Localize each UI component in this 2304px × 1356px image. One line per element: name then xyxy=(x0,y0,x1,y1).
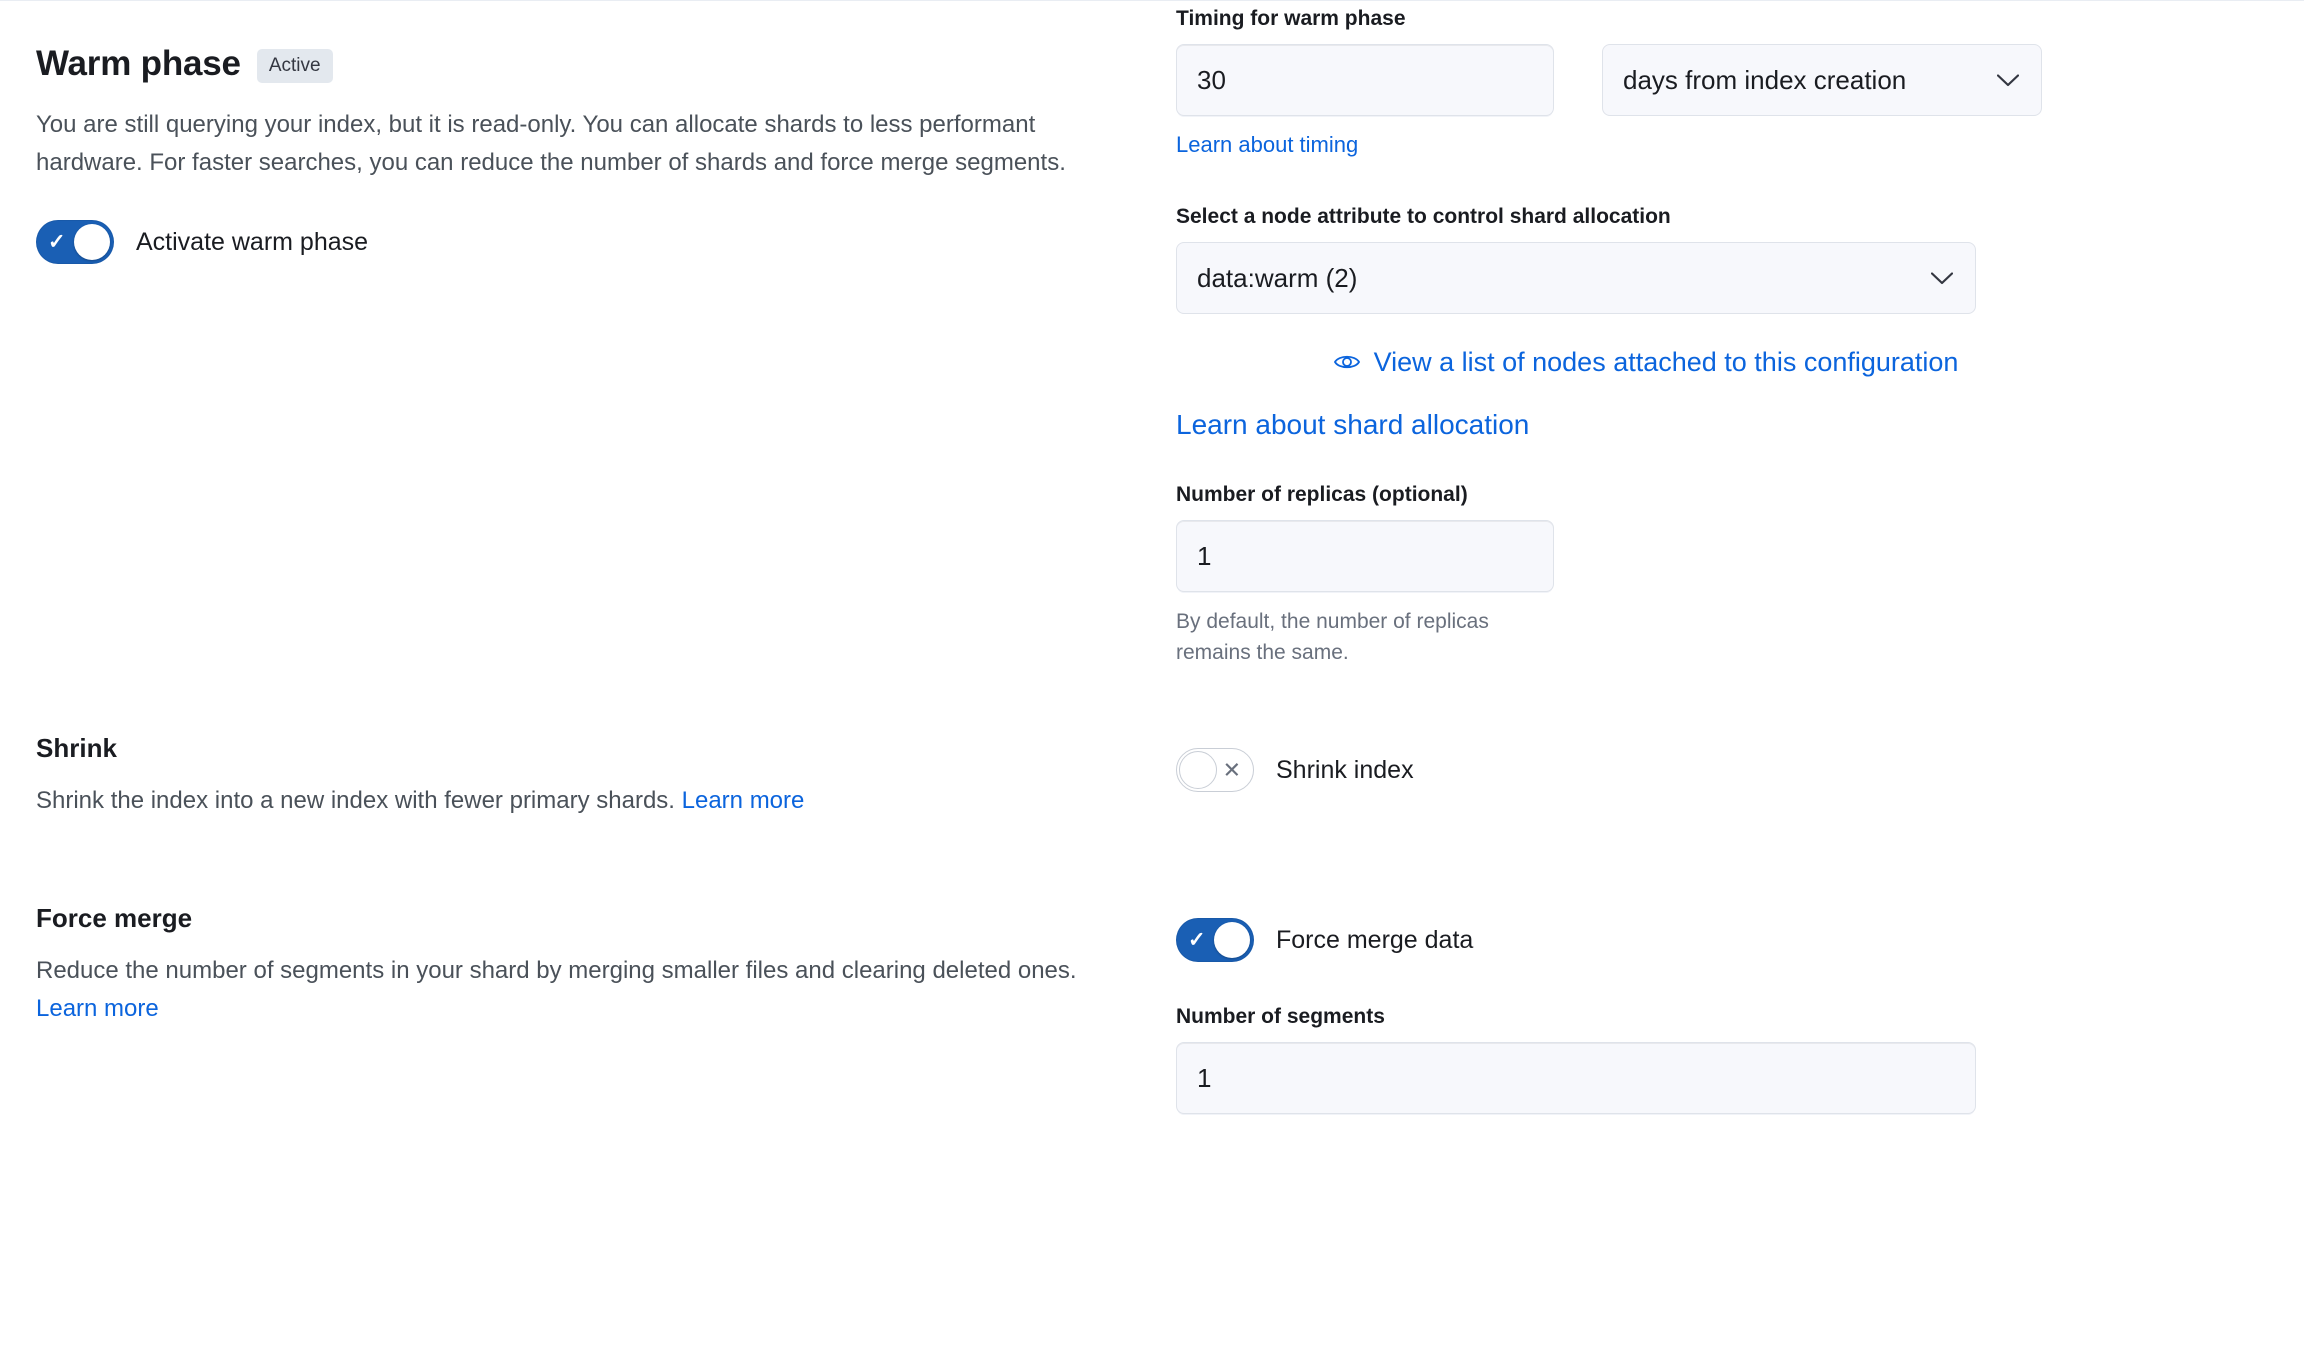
force-merge-description xyxy=(36,952,1116,1028)
warm-phase-controls-column xyxy=(1176,0,2268,668)
timing-units-select[interactable] xyxy=(1602,44,2042,116)
chevron-down-icon xyxy=(1931,272,1953,285)
shrink-description-column xyxy=(36,728,1176,820)
timing-label: Timing for warm phase xyxy=(1176,7,1406,30)
shrink-section xyxy=(0,728,2304,820)
learn-about-shard-allocation-link[interactable]: Learn about shard allocation xyxy=(1176,409,1530,440)
toggle-knob xyxy=(1179,751,1217,789)
learn-about-timing-row xyxy=(1176,132,2268,158)
timing-block xyxy=(1176,6,2268,158)
force-merge-controls-column xyxy=(1176,898,2268,1114)
shrink-toggle-row[interactable] xyxy=(1176,748,2268,792)
force-merge-toggle-row[interactable] xyxy=(1176,918,2268,962)
force-merge-description-column xyxy=(36,898,1176,1114)
node-attribute-select[interactable] xyxy=(1176,242,1976,314)
warm-phase-description: You are still querying your index, but it is read-only. You can allocate shards to less performant hardware. For faster searches, you can reduce the number of shards and force merge segments. xyxy=(36,111,1066,176)
shrink-index-label: Shrink index xyxy=(1276,756,1414,784)
timing-units-value: days from index creation xyxy=(1623,64,1907,95)
shrink-index-toggle[interactable] xyxy=(1176,748,1254,792)
learn-about-timing-link[interactable]: Learn about timing xyxy=(1176,132,1359,157)
toggle-knob xyxy=(74,224,110,260)
warm-phase-section xyxy=(0,0,2304,668)
node-attribute-value: data:warm (2) xyxy=(1197,262,1358,293)
node-attribute-block xyxy=(1176,204,2268,442)
shrink-controls-column xyxy=(1176,728,2268,820)
shrink-title: Shrink xyxy=(36,733,117,763)
segments-input[interactable]: 1 xyxy=(1176,1042,1976,1114)
timing-value-input[interactable]: 30 xyxy=(1176,44,1554,116)
force-merge-section xyxy=(0,898,2304,1114)
replicas-input[interactable]: 1 xyxy=(1176,520,1554,592)
warm-phase-title-row xyxy=(36,44,1116,84)
force-merge-learn-more-link[interactable]: Learn more xyxy=(36,995,159,1022)
shrink-description-text: Shrink the index into a new index with fewer primary shards. xyxy=(36,787,682,814)
activate-warm-phase-row[interactable] xyxy=(36,220,1116,264)
force-merge-title: Force merge xyxy=(36,903,193,933)
shrink-learn-more-link[interactable]: Learn more xyxy=(681,787,805,814)
replicas-label: Number of replicas (optional) xyxy=(1176,483,1468,506)
timing-controls xyxy=(1176,44,2268,116)
toggle-knob xyxy=(1214,922,1250,958)
replicas-help-text: By default, the number of replicas remains the same. xyxy=(1176,610,1489,664)
view-nodes-link[interactable]: View a list of nodes attached to this configuration xyxy=(1373,347,1959,377)
status-badge: Active xyxy=(257,49,333,83)
eye-icon xyxy=(1334,352,1360,372)
top-divider xyxy=(0,0,2304,1)
force-merge-data-label: Force merge data xyxy=(1276,926,1474,954)
shrink-description xyxy=(36,782,1116,820)
activate-warm-phase-toggle[interactable] xyxy=(36,220,114,264)
warm-phase-description-column xyxy=(36,0,1176,668)
page-title: Warm phase xyxy=(36,44,241,83)
view-nodes-row[interactable] xyxy=(1176,346,2116,378)
segments-block xyxy=(1176,1004,2268,1114)
node-attribute-label: Select a node attribute to control shard allocation xyxy=(1176,205,1671,228)
force-merge-description-text: Reduce the number of segments in your shard by merging smaller files and clearing deleted ones. xyxy=(36,957,1077,984)
cross-icon: ✕ xyxy=(1222,757,1241,783)
segments-label: Number of segments xyxy=(1176,1005,1385,1028)
chevron-down-icon xyxy=(1997,74,2019,87)
learn-shard-allocation-row xyxy=(1176,408,2268,442)
replicas-block xyxy=(1176,482,2268,668)
check-icon: ✓ xyxy=(1188,928,1206,952)
force-merge-data-toggle[interactable] xyxy=(1176,918,1254,962)
activate-warm-phase-label: Activate warm phase xyxy=(136,228,369,256)
check-icon: ✓ xyxy=(48,230,66,254)
